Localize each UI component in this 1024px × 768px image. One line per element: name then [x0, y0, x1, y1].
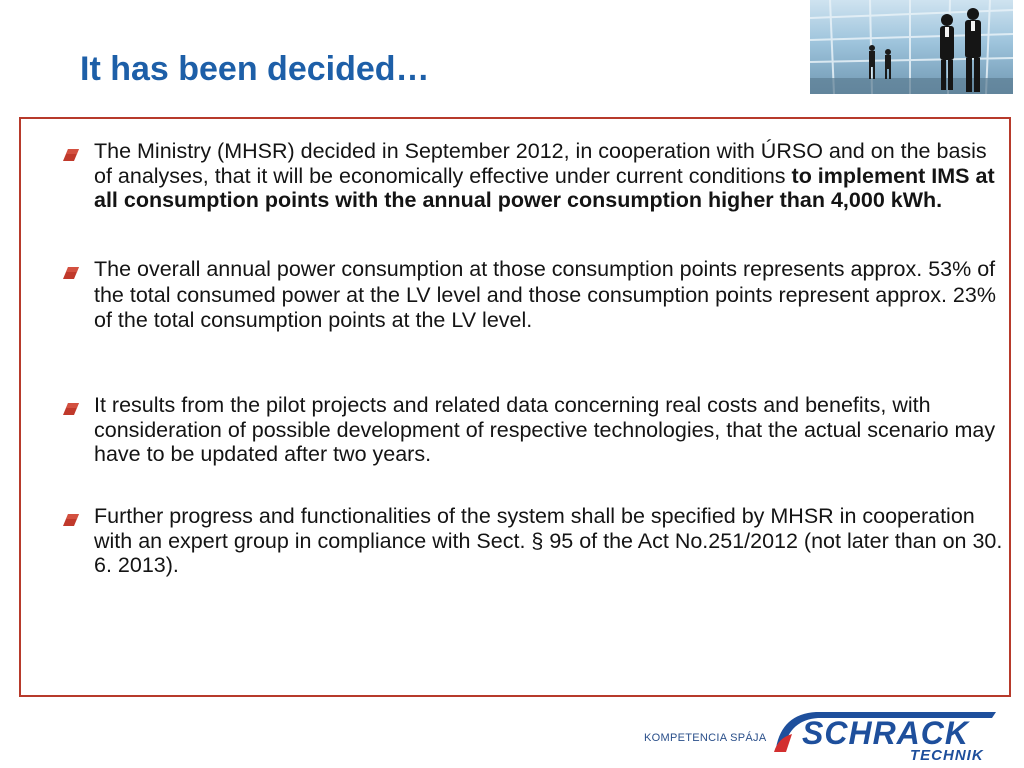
bullet-text-bold: to implement IMS at all consumption points with the annual power consumption higher than 4,000 kWh. — [94, 163, 995, 212]
logo-main-text: SCHRACK — [802, 715, 969, 751]
bullet-text-regular: The overall annual power consumption at those consumption points represents approx. 53% of the total consumed power at the LV level and those consumption points represent approx. 23% of the total consumption points at the LV level. — [94, 257, 996, 332]
parallelogram-bullet-icon — [63, 267, 79, 279]
parallelogram-bullet-icon — [63, 514, 79, 526]
bullet-text-regular: It results from the pilot projects and related data concerning real costs and benefits, with consideration of possible development of respective technologies, that the actual scenario may have to be updated after two years. — [94, 393, 996, 466]
content-box — [19, 117, 1011, 697]
bullet-text — [94, 504, 1003, 578]
bullet-text — [94, 257, 1003, 334]
business-people-photo — [810, 0, 1013, 94]
parallelogram-bullet-icon — [63, 149, 79, 161]
bullet-text — [94, 139, 1003, 213]
bullet-text — [94, 393, 1003, 467]
bullet-text-regular: Further progress and functionalities of the system shall be specified by MHSR in cooperation with an expert group in compliance with Sect. § 95 of the Act No.251/2012 (not later than on 30. 6. 2013). — [94, 504, 1003, 577]
logo-sub-text: TECHNIK — [910, 747, 984, 764]
schrack-technik-logo — [772, 708, 1000, 764]
parallelogram-bullet-icon — [63, 403, 79, 415]
footer-tagline: KOMPETENCIA SPÁJA — [644, 732, 767, 744]
slide-title: It has been decided… — [80, 50, 430, 88]
bullet-text-regular: The Ministry (MHSR) decided in September 2012, in cooperation with ÚRSO and on the basis of analyses, that it will be economically effective under current conditions — [94, 139, 987, 188]
